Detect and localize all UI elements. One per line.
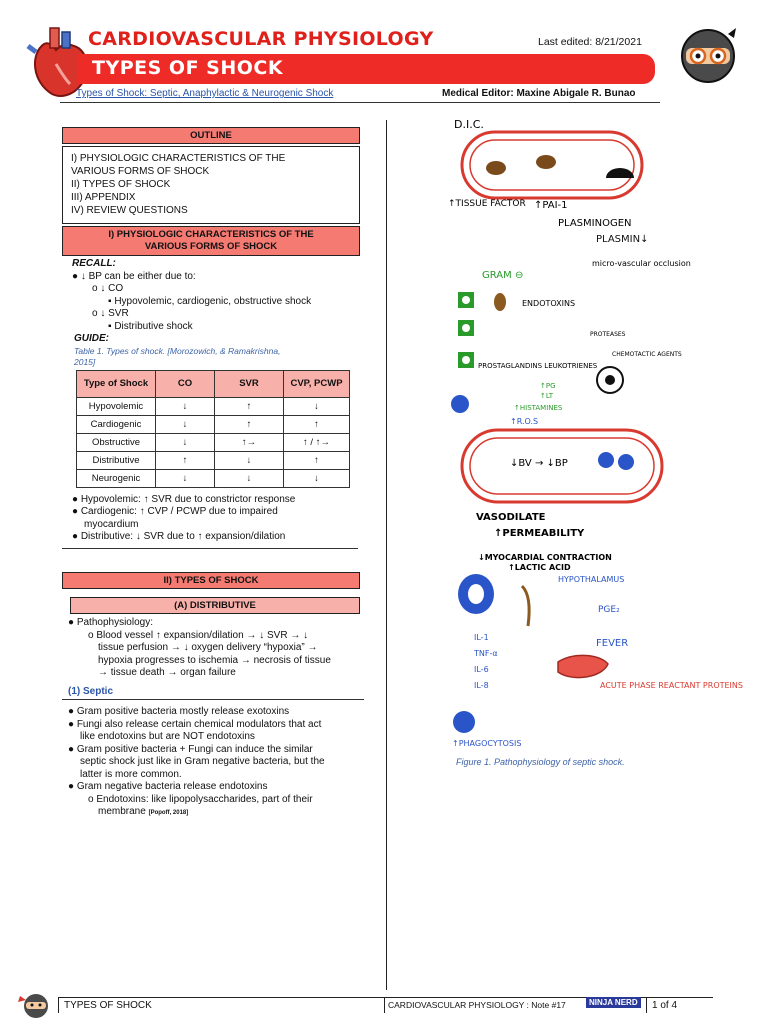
- table-cell: ↑: [284, 451, 350, 469]
- septic-line: o Endotoxins: like lipopolysaccharides, part of their: [88, 793, 313, 805]
- septic-line: septic shock just like in Gram negative bacteria, but the: [80, 756, 325, 767]
- figure-label: ↑PERMEABILITY: [494, 528, 585, 539]
- figure-label: ↑PHAGOCYTOSIS: [452, 739, 522, 748]
- septic-line: ● Gram positive bacteria + Fungi can induce the similar: [68, 743, 313, 755]
- footer-brand-logo: NINJA NERD: [586, 997, 641, 1008]
- table-cell: ↑: [215, 397, 284, 415]
- figure-label: IL-8: [474, 681, 489, 690]
- note-line: ● Distributive: ↓ SVR due to ↑ expansion/dilation: [72, 531, 286, 542]
- figure-label: PLASMINOGEN: [558, 218, 632, 229]
- page-subtitle: TYPES OF SHOCK: [92, 57, 284, 79]
- table-cell: Cardiogenic: [77, 415, 156, 433]
- footer-separator: [58, 997, 59, 1013]
- patho-line: ● Pathophysiology:: [68, 617, 153, 628]
- table-cell: ↑: [215, 415, 284, 433]
- outline-header: OUTLINE: [62, 127, 360, 144]
- table-cell: Hypovolemic: [77, 397, 156, 415]
- septic-header: (1) Septic: [62, 686, 364, 700]
- table-cell: ↓: [215, 451, 284, 469]
- figure-label: GRAM ⊖: [482, 270, 524, 281]
- table-cell: Distributive: [77, 451, 156, 469]
- figure-label: ↑LT: [540, 392, 554, 400]
- recall-label: RECALL:: [72, 258, 116, 269]
- recall-line: ● ↓ BP can be either due to:: [72, 270, 196, 282]
- last-edited: Last edited: 8/21/2021: [538, 36, 642, 48]
- table-row: [77, 397, 350, 415]
- recall-line: o ↓ CO: [92, 283, 124, 294]
- topic-video-link[interactable]: Types of Shock: Septic, Anaphylactic & Neurogenic Shock: [76, 88, 334, 99]
- figure-label: micro-vascular occlusion: [592, 259, 691, 268]
- outline-box: [62, 146, 360, 224]
- note-line: ● Hypovolemic: ↑ SVR due to constrictor response: [72, 493, 296, 505]
- recall-line: o ↓ SVR: [92, 308, 129, 319]
- figure-label: ACUTE PHASE REACTANT PROTEINS: [600, 681, 743, 690]
- figure-label: IL-6: [474, 665, 489, 674]
- table-caption: Table 1. Types of shock. [Morozowich, & Ramakrishna,: [74, 345, 281, 356]
- septic-line: membrane: [98, 806, 146, 817]
- table-cell: ↑ / ↑→: [284, 433, 350, 451]
- patho-line: hypoxia progresses to ischemia → necrosis of tissue: [98, 654, 331, 666]
- table-header-cell: CVP, PCWP: [284, 370, 350, 397]
- table-header-cell: CO: [156, 370, 215, 397]
- table-cell: ↑: [284, 415, 350, 433]
- figure-label: VASODILATE: [476, 512, 546, 523]
- figure-label: ↓BV → ↓BP: [510, 458, 568, 469]
- figure-label: ↑TISSUE FACTOR: [448, 199, 526, 209]
- figure-label: ↑LACTIC ACID: [508, 563, 571, 572]
- figure-label: PLASMIN↓: [596, 234, 649, 245]
- recall-line: ▪ Hypovolemic, cardiogenic, obstructive shock: [108, 295, 312, 307]
- section1-title-line1: I) PHYSIOLOGIC CHARACTERISTICS OF THE: [108, 229, 314, 240]
- footer-separator: [646, 997, 647, 1013]
- footer-separator: [384, 997, 385, 1013]
- figure-label: PROSTAGLANDINS LEUKOTRIENES: [478, 362, 598, 370]
- ninja-mascot-icon: [678, 24, 738, 86]
- septic-shock-figure: [440, 116, 743, 756]
- header-divider: [60, 102, 660, 103]
- outline-item[interactable]: III) APPENDIX: [71, 192, 136, 203]
- table-header-cell: SVR: [215, 370, 284, 397]
- table-cell: Obstructive: [77, 433, 156, 451]
- table-cell: Neurogenic: [77, 469, 156, 487]
- septic-line: ● Gram negative bacteria release endotoxins: [68, 781, 268, 792]
- figure-label: PROTEASES: [590, 331, 626, 338]
- page-title: CARDIOVASCULAR PHYSIOLOGY: [88, 28, 434, 50]
- table-cell: ↓: [284, 397, 350, 415]
- patho-line: o Blood vessel ↑ expansion/dilation → ↓ SVR → ↓: [88, 629, 309, 641]
- table-caption: 2015]: [74, 356, 96, 367]
- figure-caption: Figure 1. Pathophysiology of septic shock.: [456, 757, 625, 767]
- septic-line: ● Gram positive bacteria mostly release exotoxins: [68, 706, 290, 717]
- figure-label: IL-1: [474, 633, 489, 642]
- figure-label: ↑R.O.S: [510, 417, 539, 426]
- septic-line: like endotoxins but are NOT endotoxins: [80, 731, 255, 742]
- shock-table: [76, 370, 350, 488]
- guide-label: GUIDE:: [74, 333, 109, 344]
- figure-label: TNF-α: [474, 649, 498, 658]
- table-cell: ↓: [215, 469, 284, 487]
- table-header-cell: Type of Shock: [77, 370, 156, 397]
- patho-line: → tissue death → organ failure: [98, 667, 236, 678]
- table-row: [77, 433, 350, 451]
- figure-label: HYPOTHALAMUS: [558, 575, 625, 584]
- footer-topic: TYPES OF SHOCK: [64, 1000, 152, 1011]
- patho-line: tissue perfusion → ↓ oxygen delivery “hypoxia” →: [98, 642, 318, 653]
- table-cell: ↓: [156, 469, 215, 487]
- figure-label: ↓MYOCARDIAL CONTRACTION: [478, 553, 612, 562]
- table-cell: ↓: [284, 469, 350, 487]
- figure-label: CHEMOTACTIC AGENTS: [612, 351, 682, 358]
- table-row: [77, 451, 350, 469]
- table-cell: ↓: [156, 415, 215, 433]
- figure-label: FEVER: [596, 638, 629, 649]
- table-row: [77, 415, 350, 433]
- septic-line: latter is more common.: [80, 768, 182, 780]
- figure-label: ↑PG: [540, 382, 556, 390]
- recall-line: ▪ Distributive shock: [108, 320, 193, 332]
- table-header-row: [77, 370, 350, 397]
- note-line: myocardium: [84, 518, 139, 530]
- figure-label: D.I.C.: [454, 118, 484, 131]
- section2-header: II) TYPES OF SHOCK: [62, 572, 360, 589]
- note-line: ● Cardiogenic: ↑ CVP / PCWP due to impaired: [72, 506, 278, 517]
- ninja-footer-icon: [14, 990, 54, 1020]
- outline-item[interactable]: VARIOUS FORMS OF SHOCK: [71, 166, 210, 177]
- septic-block: [62, 706, 362, 820]
- section1-title-line2: VARIOUS FORMS OF SHOCK: [144, 241, 278, 252]
- table-cell: ↓: [156, 433, 215, 451]
- page-number: 1 of 4: [652, 1000, 678, 1011]
- figure-label: ENDOTOXINS: [522, 299, 576, 308]
- outline-item[interactable]: I) PHYSIOLOGIC CHARACTERISTICS OF THE: [71, 153, 286, 164]
- figure-label: ↑HISTAMINES: [514, 404, 563, 412]
- table-cell: ↑: [156, 451, 215, 469]
- footer-course: CARDIOVASCULAR PHYSIOLOGY : Note #17: [388, 1000, 566, 1010]
- figure-label: PGE₂: [598, 605, 620, 615]
- septic-line: ● Fungi also release certain chemical modulators that act: [68, 718, 322, 730]
- column-divider: [386, 120, 387, 990]
- distributive-header: (A) DISTRIBUTIVE: [70, 597, 360, 614]
- recall-block: [62, 258, 358, 549]
- table-row: [77, 469, 350, 487]
- figure-label: ↑PAI-1: [534, 200, 568, 211]
- outline-item[interactable]: IV) REVIEW QUESTIONS: [71, 205, 188, 216]
- table-cell: ↑→: [215, 433, 284, 451]
- outline-item[interactable]: II) TYPES OF SHOCK: [71, 179, 171, 190]
- section1-header: [62, 226, 360, 256]
- medical-editor: Medical Editor: Maxine Abigale R. Bunao: [442, 88, 636, 99]
- citation: [Popoff, 2018]: [148, 810, 189, 816]
- table-cell: ↓: [156, 397, 215, 415]
- patho-block: [62, 617, 362, 680]
